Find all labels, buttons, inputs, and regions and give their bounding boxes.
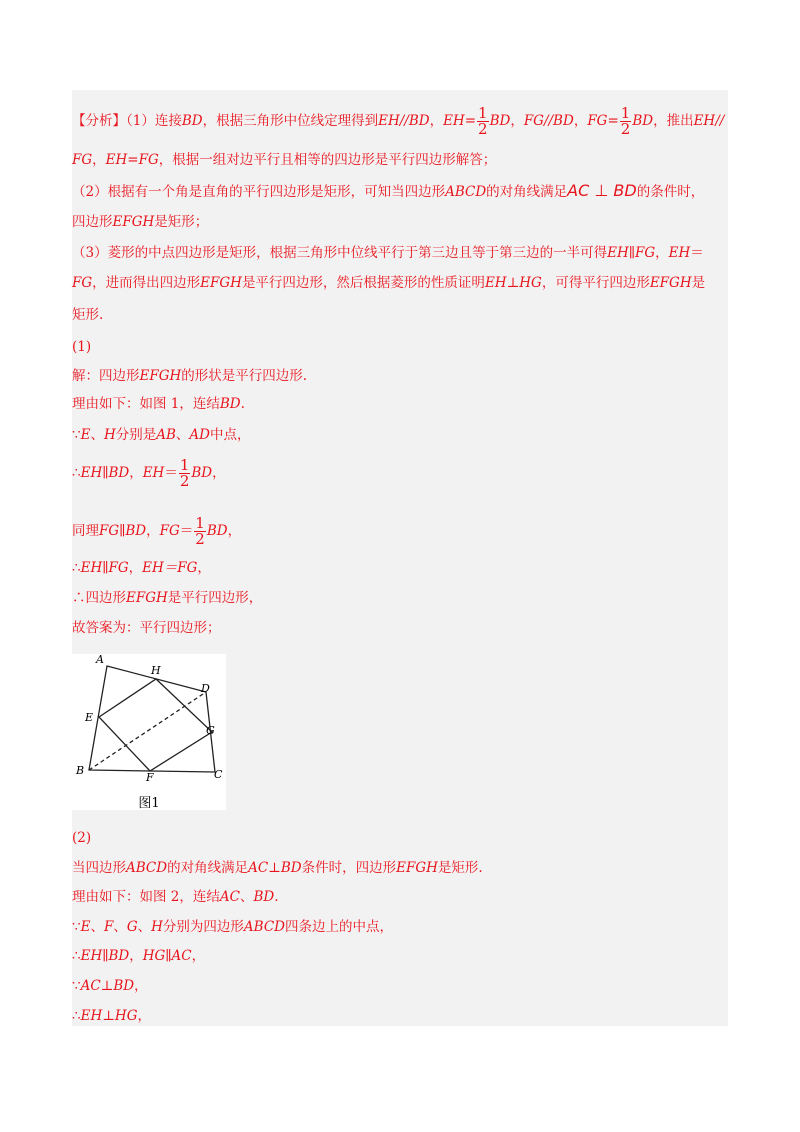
analysis-text: ，可得平行四边形 xyxy=(541,275,650,291)
solution-text: ， xyxy=(227,523,242,539)
math-text: AC⊥BD xyxy=(80,978,135,994)
solution-text: ∴四边形 xyxy=(72,590,126,606)
solution-text: 是矩形. xyxy=(437,860,483,876)
vertex-label-e: E xyxy=(85,711,94,724)
math-text: EH∥FG xyxy=(607,245,656,261)
solution-text: 解：四边形 xyxy=(72,368,140,384)
fraction-denominator: 2 xyxy=(195,530,205,548)
math-text: FG xyxy=(159,523,180,539)
vertex-label-a: A xyxy=(96,654,104,666)
analysis-line-6 xyxy=(72,273,728,293)
math-text: AB xyxy=(156,427,176,443)
math-text: EH⊥HG xyxy=(484,275,542,291)
solution-text: ∵ xyxy=(72,427,81,443)
math-text: F xyxy=(103,919,114,935)
math-text: EH=FG xyxy=(105,152,159,168)
math-text: H xyxy=(103,427,116,443)
math-text: ABCD xyxy=(126,860,168,876)
math-text: AC ⊥ BD xyxy=(567,181,637,200)
solution-text: ＝ xyxy=(164,465,178,481)
math-text: EH⊥HG xyxy=(80,1008,138,1024)
vertex-label-g: G xyxy=(206,724,215,737)
part1-line-5 xyxy=(72,516,728,547)
vertex-label-d: D xyxy=(201,682,210,695)
solution-text: 分别是 xyxy=(115,427,157,443)
fraction-half xyxy=(620,106,632,137)
solution-text: ， xyxy=(134,978,148,994)
solution-text: 的对角线满足 xyxy=(167,860,249,876)
vertex-label-f: F xyxy=(146,771,154,784)
solution-text: 、 xyxy=(137,919,152,935)
solution-text: 中点， xyxy=(209,427,251,443)
solution-text: ∴ xyxy=(72,465,81,481)
math-text: AD xyxy=(189,427,210,443)
math-text: EFGH xyxy=(200,275,242,291)
math-text: E xyxy=(80,427,91,443)
solution-text: ， xyxy=(128,560,143,576)
part1-label xyxy=(72,337,728,357)
math-text: BD xyxy=(181,113,203,129)
solution-text: 分别为四边形 xyxy=(162,919,244,935)
math-text: BD xyxy=(253,889,275,905)
analysis-line-7 xyxy=(72,305,728,325)
analysis-line-1 xyxy=(72,106,728,137)
analysis-text: ，进而得出四边形 xyxy=(92,275,201,291)
solution-text: 理由如下：如图 1，连结 xyxy=(72,396,220,412)
math-text: FG//BD xyxy=(523,113,574,129)
analysis-text: 的对角线满足 xyxy=(486,184,568,200)
analysis-text: 矩形. xyxy=(72,307,104,323)
math-text: ABCD xyxy=(445,184,487,200)
quadrilateral-diagram xyxy=(72,654,226,792)
analysis-text: （3）菱形的中点四边形是矩形，根据三角形中位线平行于第三边且等于第三边的一半可得 xyxy=(72,245,608,261)
math-text: EFGH xyxy=(649,275,692,291)
vertex-label-c: C xyxy=(214,768,223,781)
analysis-text: = xyxy=(607,113,619,129)
fraction-numerator: 1 xyxy=(620,104,631,122)
math-text: BD xyxy=(206,523,228,539)
analysis-text: 的条件时， xyxy=(636,184,705,200)
part1-line-4 xyxy=(72,458,728,489)
part1-line-6 xyxy=(72,558,728,578)
solution-text: 是平行四边形， xyxy=(167,590,263,606)
math-text: FG xyxy=(72,275,93,291)
solution-text: 当四边形 xyxy=(72,860,126,876)
math-text: EH// xyxy=(693,113,725,129)
part2-label xyxy=(72,828,728,848)
solution-text: ， xyxy=(129,465,143,481)
solution-text: 、 xyxy=(90,427,104,443)
fraction-numerator: 1 xyxy=(195,514,205,532)
part2-line-6 xyxy=(72,1006,728,1026)
diagonal-bd xyxy=(89,692,206,770)
analysis-text: 四边形 xyxy=(72,214,113,230)
fraction-numerator: 1 xyxy=(179,456,190,474)
solution-text: 四条边上的中点， xyxy=(284,919,393,935)
fraction-denominator: 2 xyxy=(179,472,190,490)
math-text: EFGH xyxy=(112,214,155,230)
analysis-line-5 xyxy=(72,243,728,263)
part1-line-3 xyxy=(72,425,728,445)
analysis-text: ， xyxy=(510,113,524,129)
analysis-text: = xyxy=(464,113,477,129)
solution-text: ， xyxy=(129,948,143,964)
analysis-line-4 xyxy=(72,212,728,232)
math-text: EH xyxy=(443,113,465,129)
math-text: FG∥BD xyxy=(99,523,147,539)
math-text: FG xyxy=(587,113,608,129)
solution-text: 理由如下：如图 2，连结 xyxy=(72,889,220,905)
math-text: E xyxy=(80,919,91,935)
analysis-text: ， xyxy=(92,152,106,168)
fraction-denominator: 2 xyxy=(478,120,488,138)
analysis-text: ， xyxy=(655,245,669,261)
solution-text: 条件时，四边形 xyxy=(301,860,397,876)
part1-line-7 xyxy=(72,588,728,608)
analysis-text: 【分析】（1）连接 xyxy=(72,113,182,129)
math-text: BD xyxy=(191,465,213,481)
analysis-text: ，推出 xyxy=(653,113,694,129)
part-number: (2) xyxy=(72,830,92,846)
part1-line-2 xyxy=(72,394,728,414)
solution-text: ， xyxy=(212,465,226,481)
part-number: (1) xyxy=(72,339,92,355)
math-text: EFGH xyxy=(139,368,182,384)
math-text: G xyxy=(126,919,138,935)
solution-text: ∴ xyxy=(72,948,81,964)
analysis-text: ， xyxy=(573,113,588,129)
vertex-label-b: B xyxy=(76,764,85,777)
math-text: EH∥BD xyxy=(80,465,130,481)
analysis-text: ， xyxy=(429,113,444,129)
solution-text: ， xyxy=(197,560,211,576)
solution-text: ∴ xyxy=(72,1008,81,1024)
fraction-denominator: 2 xyxy=(620,120,631,138)
analysis-text: （2）根据有一个角是直角的平行四边形是矩形，可知当四边形 xyxy=(72,184,446,200)
math-text: BD xyxy=(489,113,511,129)
math-text: ABCD xyxy=(243,919,285,935)
solution-text: . xyxy=(274,889,279,905)
solution-text: ∴ xyxy=(72,560,81,576)
math-text: HG∥AC xyxy=(142,948,192,964)
math-text: EH xyxy=(668,245,691,261)
part2-line-4 xyxy=(72,946,728,966)
analysis-text: ，根据一组对边平行且相等的四边形是平行四边形解答； xyxy=(158,152,497,168)
analysis-text: ＝ xyxy=(690,245,704,261)
solution-text: ＝ xyxy=(179,523,194,539)
math-text: FG xyxy=(72,152,93,168)
solution-text: 、 xyxy=(239,889,254,905)
analysis-line-3 xyxy=(72,181,728,202)
fraction-half xyxy=(194,516,206,547)
solution-text: 故答案为：平行四边形； xyxy=(72,620,221,636)
math-text: BD xyxy=(219,396,241,412)
vertex-label-h: H xyxy=(151,664,161,677)
part1-line-1 xyxy=(72,366,728,386)
fraction-half xyxy=(477,106,489,137)
fraction-half xyxy=(179,458,191,489)
math-text: EFGH xyxy=(396,860,438,876)
math-text: AC xyxy=(219,889,240,905)
math-text: H xyxy=(151,919,163,935)
solution-text: 同理 xyxy=(72,523,99,539)
part2-line-2 xyxy=(72,887,728,907)
math-text: BD xyxy=(632,113,654,129)
analysis-text: ，根据三角形中位线定理得到 xyxy=(202,113,379,129)
solution-text: ∵ xyxy=(72,978,81,994)
solution-text: 、 xyxy=(113,919,127,935)
analysis-text: 是矩形； xyxy=(154,214,209,230)
part2-line-5 xyxy=(72,976,728,996)
analysis-text: 是 xyxy=(691,275,706,291)
math-text: EH∥BD xyxy=(80,948,130,964)
solution-text: ， xyxy=(137,1008,151,1024)
figure-caption: 图1 xyxy=(138,796,160,811)
math-text: EH∥FG xyxy=(80,560,129,576)
solution-text: 、 xyxy=(175,427,190,443)
math-text: EFGH xyxy=(126,590,168,606)
part1-line-8 xyxy=(72,618,728,638)
figure-1 xyxy=(72,654,226,810)
solution-text: ， xyxy=(146,523,160,539)
part2-line-3 xyxy=(72,917,728,937)
math-text: EH＝FG xyxy=(142,560,198,576)
solution-text: ， xyxy=(191,948,206,964)
analysis-text: 是平行四边形，然后根据菱形的性质证明 xyxy=(241,275,485,291)
math-text: EH xyxy=(142,465,165,481)
solution-text: ∵ xyxy=(72,919,81,935)
solution-text: 、 xyxy=(90,919,104,935)
solution-text: . xyxy=(240,396,245,412)
fraction-numerator: 1 xyxy=(478,104,488,122)
math-text: AC⊥BD xyxy=(248,860,302,876)
solution-text: 的形状是平行四边形. xyxy=(181,368,308,384)
math-text: EH//BD xyxy=(378,113,430,129)
part2-line-1 xyxy=(72,858,728,878)
analysis-line-2 xyxy=(72,150,728,170)
